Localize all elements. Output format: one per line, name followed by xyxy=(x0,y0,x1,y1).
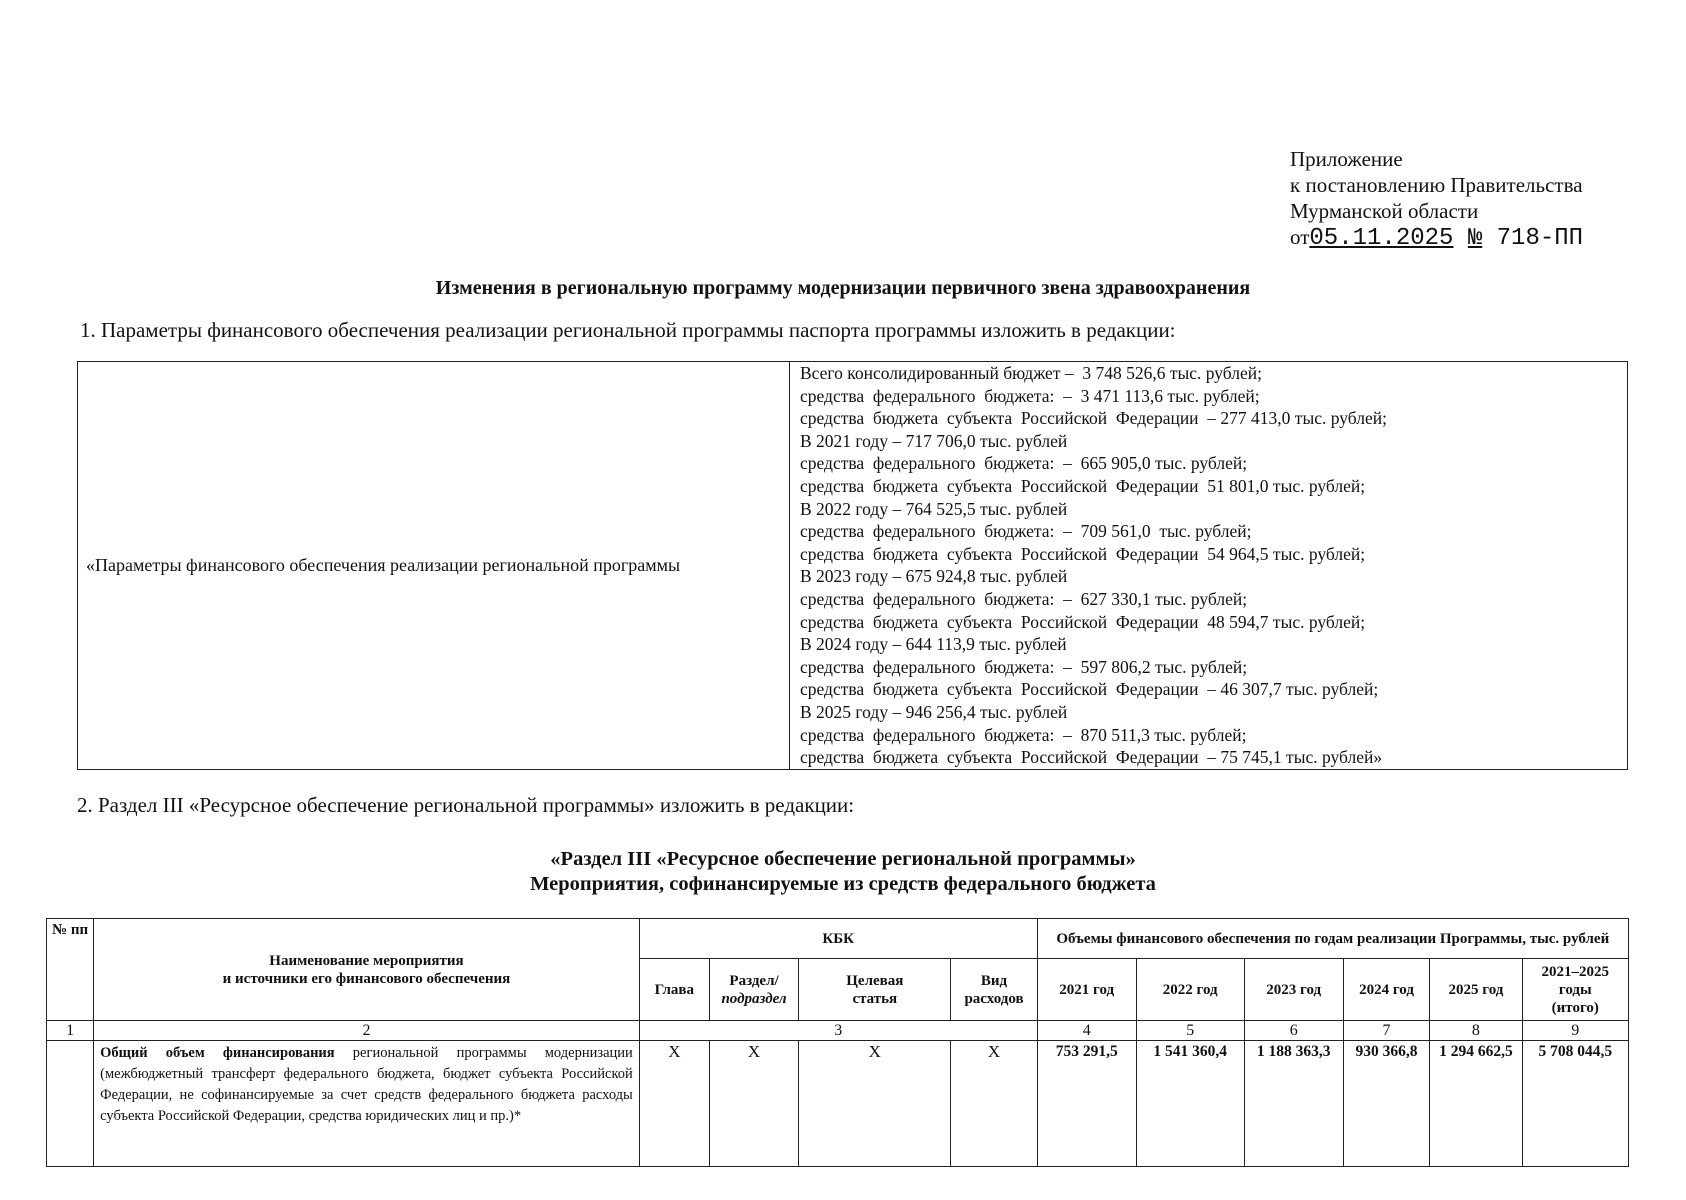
header-total-line-2: годы xyxy=(1558,981,1592,998)
section-subtitle: Мероприятия, софинансируемые из средств федерального бюджета xyxy=(530,873,1156,895)
table-row xyxy=(47,1041,1629,1167)
appendix-date-line xyxy=(1290,224,1583,252)
param-line: В 2023 году – 675 924,8 тыс. рублей xyxy=(800,566,1068,587)
column-index: 1 xyxy=(47,1021,94,1041)
column-index: 8 xyxy=(1430,1021,1522,1041)
row-celevaya: X xyxy=(799,1041,951,1167)
column-index: 6 xyxy=(1244,1021,1343,1041)
row-razdel: X xyxy=(709,1041,798,1167)
param-line: В 2024 году – 644 113,9 тыс. рублей xyxy=(800,634,1067,655)
header-celevaya-line-2: статья xyxy=(852,990,898,1007)
header-2022: 2022 год xyxy=(1136,959,1244,1021)
financial-parameters-table xyxy=(77,361,1628,770)
appendix-stamp xyxy=(1290,146,1583,252)
param-line: средства бюджета субъекта Российской Федерации – 75 745,1 тыс. рублей» xyxy=(800,747,1383,768)
header-2021: 2021 год xyxy=(1037,959,1136,1021)
header-name-line-2: и источники его финансового обеспечения xyxy=(222,970,511,987)
row-value-total: 5 708 044,5 xyxy=(1522,1041,1628,1167)
column-index-row xyxy=(47,1021,1629,1041)
row-description-bold: Общий объем финансирования xyxy=(100,1045,335,1061)
param-line: средства федерального бюджета: – 665 905,0 тыс. рублей; xyxy=(800,453,1248,474)
document-number: 718-ПП xyxy=(1496,225,1584,252)
appendix-line-1: Приложение xyxy=(1290,147,1403,171)
row-value-2023: 1 188 363,3 xyxy=(1244,1041,1343,1167)
document-title: Изменения в региональную программу модернизации первичного звена здравоохранения xyxy=(435,277,1251,299)
header-total-line-3: (итого) xyxy=(1551,999,1599,1016)
header-volume: Объемы финансового обеспечения по годам реализации Программы, тыс. рублей xyxy=(1037,919,1628,959)
row-description xyxy=(94,1041,640,1167)
header-vid-line-2: расходов xyxy=(964,990,1024,1007)
param-line: В 2021 году – 717 706,0 тыс. рублей xyxy=(800,430,1068,451)
param-line: средства бюджета субъекта Российской Федерации 54 964,5 тыс. рублей; xyxy=(800,543,1366,564)
resource-table xyxy=(46,918,1629,1167)
parameters-label: «Параметры финансового обеспечения реализации региональной программы xyxy=(86,554,681,575)
param-line: средства федерального бюджета: – 627 330,1 тыс. рублей; xyxy=(800,588,1248,609)
param-line: средства федерального бюджета: – 870 511,3 тыс. рублей; xyxy=(800,724,1247,745)
row-vid: X xyxy=(951,1041,1037,1167)
header-razdel-line-2: подраздел xyxy=(721,990,787,1007)
column-index: 3 xyxy=(639,1021,1037,1041)
row-number xyxy=(47,1041,94,1167)
row-description-rest: региональной программы модернизации (межбюджетный трансферт федерального бюджета, бюджет субъекта Российской Федерации, не софинансируемые за счет средств федерального бюджета расходы субъекта Российской Федерации, средства юридических лиц и пр.)* xyxy=(100,1045,633,1124)
date-prefix: от xyxy=(1290,225,1310,249)
document-date: 05.11.2025 xyxy=(1309,225,1454,252)
header-name-line-1: Наименование мероприятия xyxy=(269,952,464,969)
header-2024: 2024 год xyxy=(1343,959,1430,1021)
row-value-2022: 1 541 360,4 xyxy=(1136,1041,1244,1167)
param-line: средства бюджета субъекта Российской Федерации – 46 307,7 тыс. рублей; xyxy=(800,679,1379,700)
item-2-text: 2. Раздел III «Ресурсное обеспечение региональной программы» изложить в редакции: xyxy=(77,793,855,817)
param-line: средства федерального бюджета: – 3 471 113,6 тыс. рублей; xyxy=(800,385,1260,406)
row-glava: X xyxy=(639,1041,709,1167)
parameters-values-cell xyxy=(790,362,1628,770)
row-value-2021: 753 291,5 xyxy=(1037,1041,1136,1167)
column-index: 2 xyxy=(94,1021,640,1041)
appendix-line-2: к постановлению Правительства xyxy=(1290,173,1583,197)
header-kbk: КБК xyxy=(639,919,1037,959)
header-razdel-line-1: Раздел/ xyxy=(729,972,779,989)
header-2025: 2025 год xyxy=(1430,959,1522,1021)
header-celevaya xyxy=(799,959,951,1021)
header-name xyxy=(94,919,640,1021)
param-line: средства федерального бюджета: – 709 561,0 тыс. рублей; xyxy=(800,521,1252,542)
header-celevaya-line-1: Целевая xyxy=(846,972,904,989)
parameters-label-cell xyxy=(78,362,790,770)
param-line: В 2025 году – 946 256,4 тыс. рублей xyxy=(800,701,1068,722)
item-1-text: 1. Параметры финансового обеспечения реализации региональной программы паспорта программы изложить в редакции: xyxy=(80,318,1176,342)
param-line: средства бюджета субъекта Российской Федерации 51 801,0 тыс. рублей; xyxy=(800,475,1366,496)
param-line: В 2022 году – 764 525,5 тыс. рублей xyxy=(800,498,1068,519)
header-2023: 2023 год xyxy=(1244,959,1343,1021)
header-glava: Глава xyxy=(639,959,709,1021)
header-razdel xyxy=(709,959,798,1021)
appendix-line-3: Мурманской области xyxy=(1290,199,1479,223)
column-index: 5 xyxy=(1136,1021,1244,1041)
param-line: Всего консолидированный бюджет – 3 748 526,6 тыс. рублей; xyxy=(800,363,1262,383)
param-line: средства бюджета субъекта Российской Федерации 48 594,7 тыс. рублей; xyxy=(800,611,1366,632)
column-index: 7 xyxy=(1343,1021,1430,1041)
section-title: «Раздел III «Ресурсное обеспечение региональной программы» xyxy=(550,848,1136,870)
param-line: средства бюджета субъекта Российской Федерации – 277 413,0 тыс. рублей; xyxy=(800,408,1387,429)
header-vid-line-1: Вид xyxy=(980,972,1008,989)
header-vid xyxy=(951,959,1037,1021)
column-index: 9 xyxy=(1522,1021,1628,1041)
header-total xyxy=(1522,959,1628,1021)
row-value-2025: 1 294 662,5 xyxy=(1430,1041,1522,1167)
param-line: средства федерального бюджета: – 597 806,2 тыс. рублей; xyxy=(800,656,1248,677)
header-number: № пп xyxy=(47,919,94,1021)
header-total-line-1: 2021–2025 xyxy=(1541,963,1610,980)
row-value-2024: 930 366,8 xyxy=(1343,1041,1430,1167)
column-index: 4 xyxy=(1037,1021,1136,1041)
number-sign: № xyxy=(1467,225,1483,252)
